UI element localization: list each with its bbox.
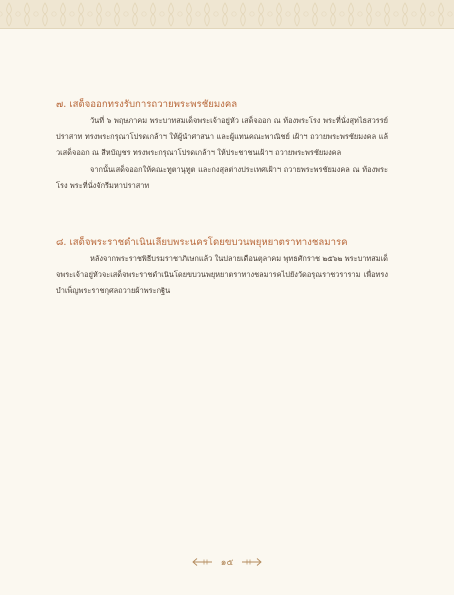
section-8 [56,236,388,300]
section-7-paragraph-1: วันที่ ๖ พฤษภาคม พระบาทสมเด็จพระเจ้าอยู่หัว เสด็จออก ณ ท้องพระโรง พระที่นั่งสุทไธสวรรย์ปราสาท ทรงพระกรุณาโปรดเกล้าฯ ให้ผู้นำศาสนา และผู้แทนคณะพาณิชย์ เฝ้าฯ ถวายพระพรชัยมงคล แล้วเสด็จออก ณ สีหบัญชร ทรงพระกรุณาโปรดเกล้าฯ ให้ประชาชนเฝ้าฯ ถวายพระพรชัยมงคล [56,116,388,158]
section-7-paragraph-2: จากนั้นเสด็จออกให้คณะทูตานุทูต และกงสุลต่างประเทศเฝ้าฯ ถวายพระพรชัยมงคล ณ ท้องพระโรง พระที่นั่งจักรีมหาปราสาท [56,164,388,190]
decorative-top-band [0,0,454,28]
section-8-paragraph-1: หลังจากพระราชพิธีบรมราชาภิเษกแล้ว ในปลายเดือนตุลาคม พุทธศักราช ๒๕๖๒ พระบาทสมเด็จพระเจ้าอยู่หัวจะเสด็จพระราชดำเนินโดยขบวนพยุหยาตราทางชลมารคไปยังวัดอรุณราชวราราม เพื่อทรงบำเพ็ญพระราชกุศลถวายผ้าพระกฐิน [56,254,388,296]
section-7 [56,98,388,194]
page-number: ๑๕ [220,558,234,568]
page-footer [0,554,454,570]
top-band-divider [0,28,454,29]
right-arrow-ornament-icon [241,557,263,567]
thai-pattern-ornament [0,0,454,28]
section-7-heading: ๗. เสด็จออกทรงรับการถวายพระพรชัยมงคล [56,99,238,110]
left-arrow-ornament-icon [191,557,213,567]
section-8-heading: ๘. เสด็จพระราชดำเนินเลียบพระนครโดยขบวนพยุหยาตราทางชลมารค [56,237,348,248]
